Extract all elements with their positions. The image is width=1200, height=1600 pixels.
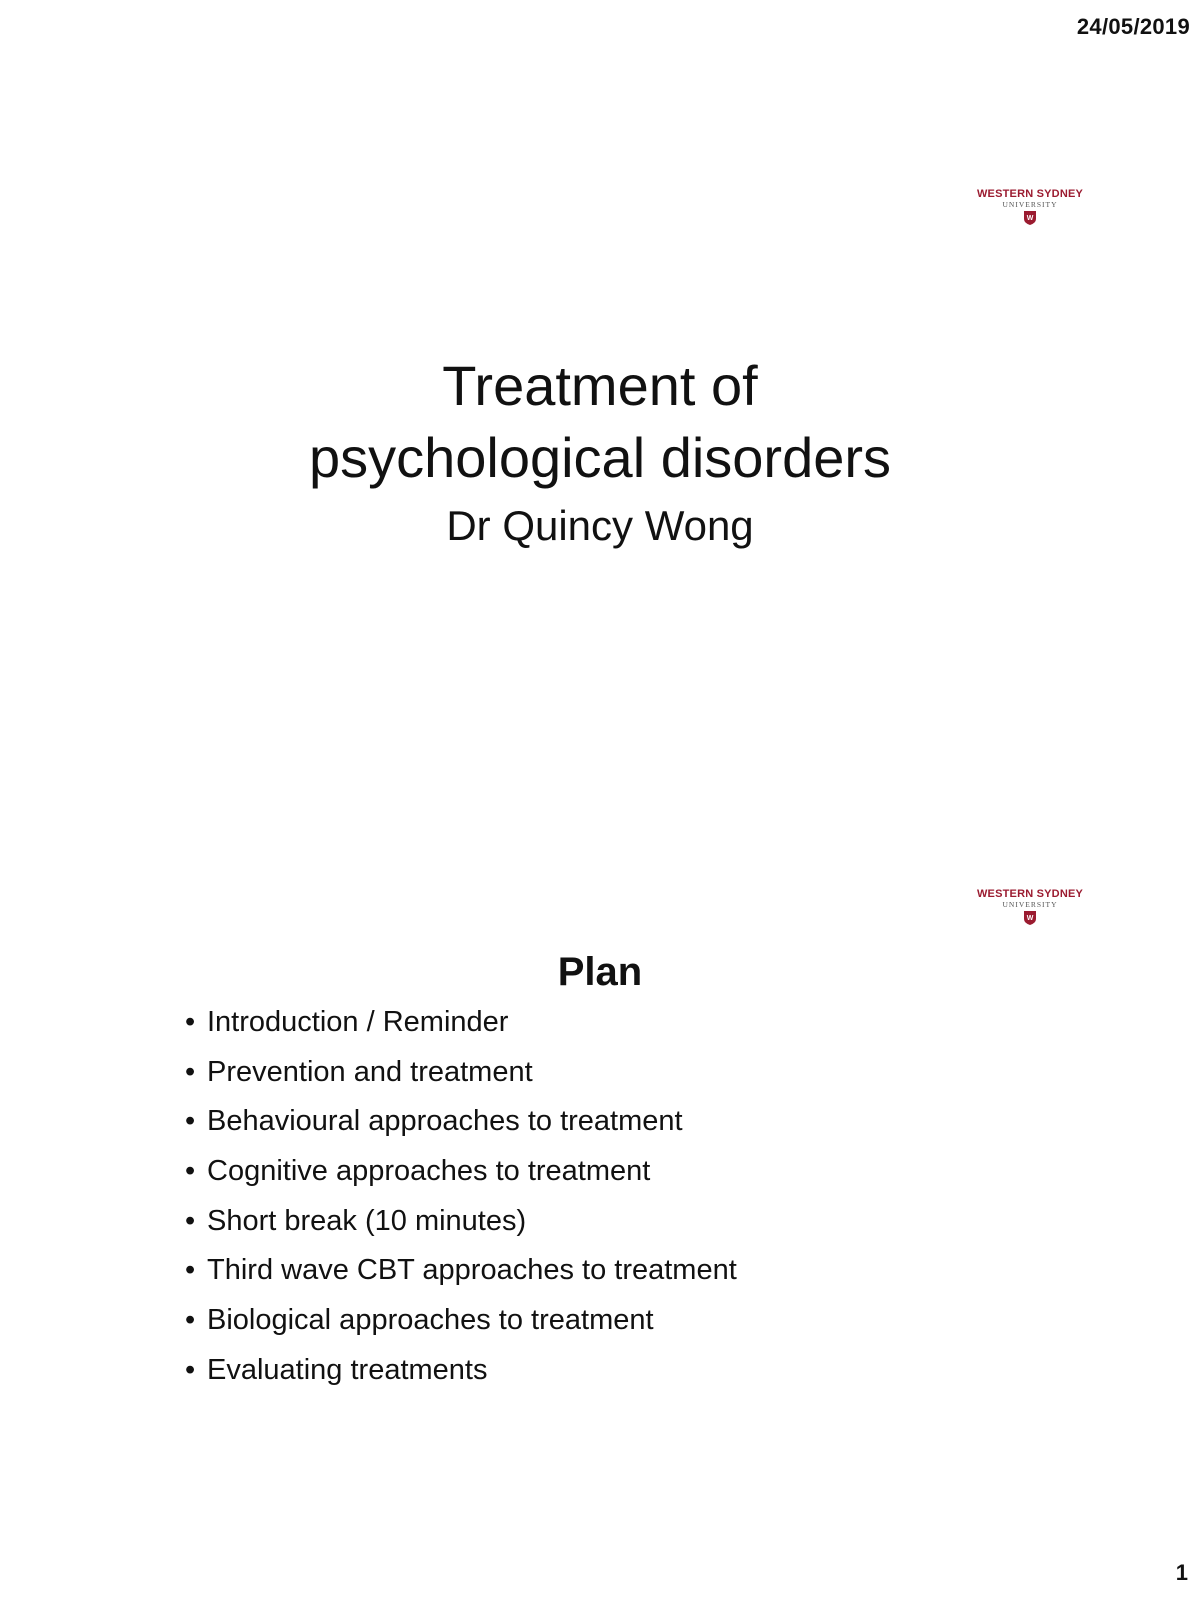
plan-heading: Plan: [557, 950, 643, 995]
list-item-text: Behavioural approaches to treatment: [207, 1105, 683, 1138]
bullet-icon: •: [185, 1105, 196, 1138]
bullet-icon: •: [185, 1055, 196, 1088]
logo-wordmark: WESTERN SYDNEY: [976, 188, 1084, 200]
shield-icon: [1024, 911, 1036, 925]
list-item: [185, 1147, 737, 1197]
title-line-2: psychological disorders: [308, 425, 892, 489]
shield-icon: [1024, 211, 1036, 225]
bullet-icon: •: [185, 1204, 196, 1237]
list-item-text: Third wave CBT approaches to treatment: [207, 1254, 737, 1287]
title-line-1: Treatment of: [442, 353, 758, 417]
list-item-text: Evaluating treatments: [207, 1353, 488, 1386]
list-item-text: Prevention and treatment: [207, 1055, 533, 1088]
bullet-icon: •: [185, 1006, 196, 1038]
bullet-icon: •: [185, 1353, 196, 1386]
list-item-text: Introduction / Reminder: [207, 1006, 509, 1038]
list-item: [185, 1097, 737, 1147]
list-item: [185, 1197, 737, 1247]
slide-plan: [0, 820, 1200, 1520]
logo-wordmark: WESTERN SYDNEY: [976, 888, 1084, 900]
list-item: [185, 1346, 737, 1396]
presenter-name: Dr Quincy Wong: [446, 502, 754, 549]
list-item: [185, 1048, 737, 1098]
list-item-text: Biological approaches to treatment: [207, 1304, 654, 1337]
logo-subtext: UNIVERSITY: [1002, 900, 1058, 909]
shield-letter: W: [1026, 915, 1034, 922]
list-item: [185, 1246, 737, 1296]
university-logo: [975, 188, 1085, 225]
bullet-icon: •: [185, 1155, 196, 1188]
list-item: [185, 998, 737, 1048]
plan-list: [185, 998, 737, 1396]
list-item: [185, 1296, 737, 1346]
logo-subtext: UNIVERSITY: [1002, 200, 1058, 209]
presentation-title: [0, 350, 1200, 494]
list-item-text: Short break (10 minutes): [207, 1204, 527, 1237]
shield-letter: W: [1026, 215, 1034, 222]
bullet-icon: •: [185, 1254, 196, 1287]
page-number: 1: [1175, 1560, 1188, 1585]
print-date: 24/05/2019: [1076, 14, 1190, 39]
bullet-icon: •: [185, 1304, 196, 1337]
list-item-text: Cognitive approaches to treatment: [207, 1155, 651, 1188]
university-logo: [975, 888, 1085, 925]
